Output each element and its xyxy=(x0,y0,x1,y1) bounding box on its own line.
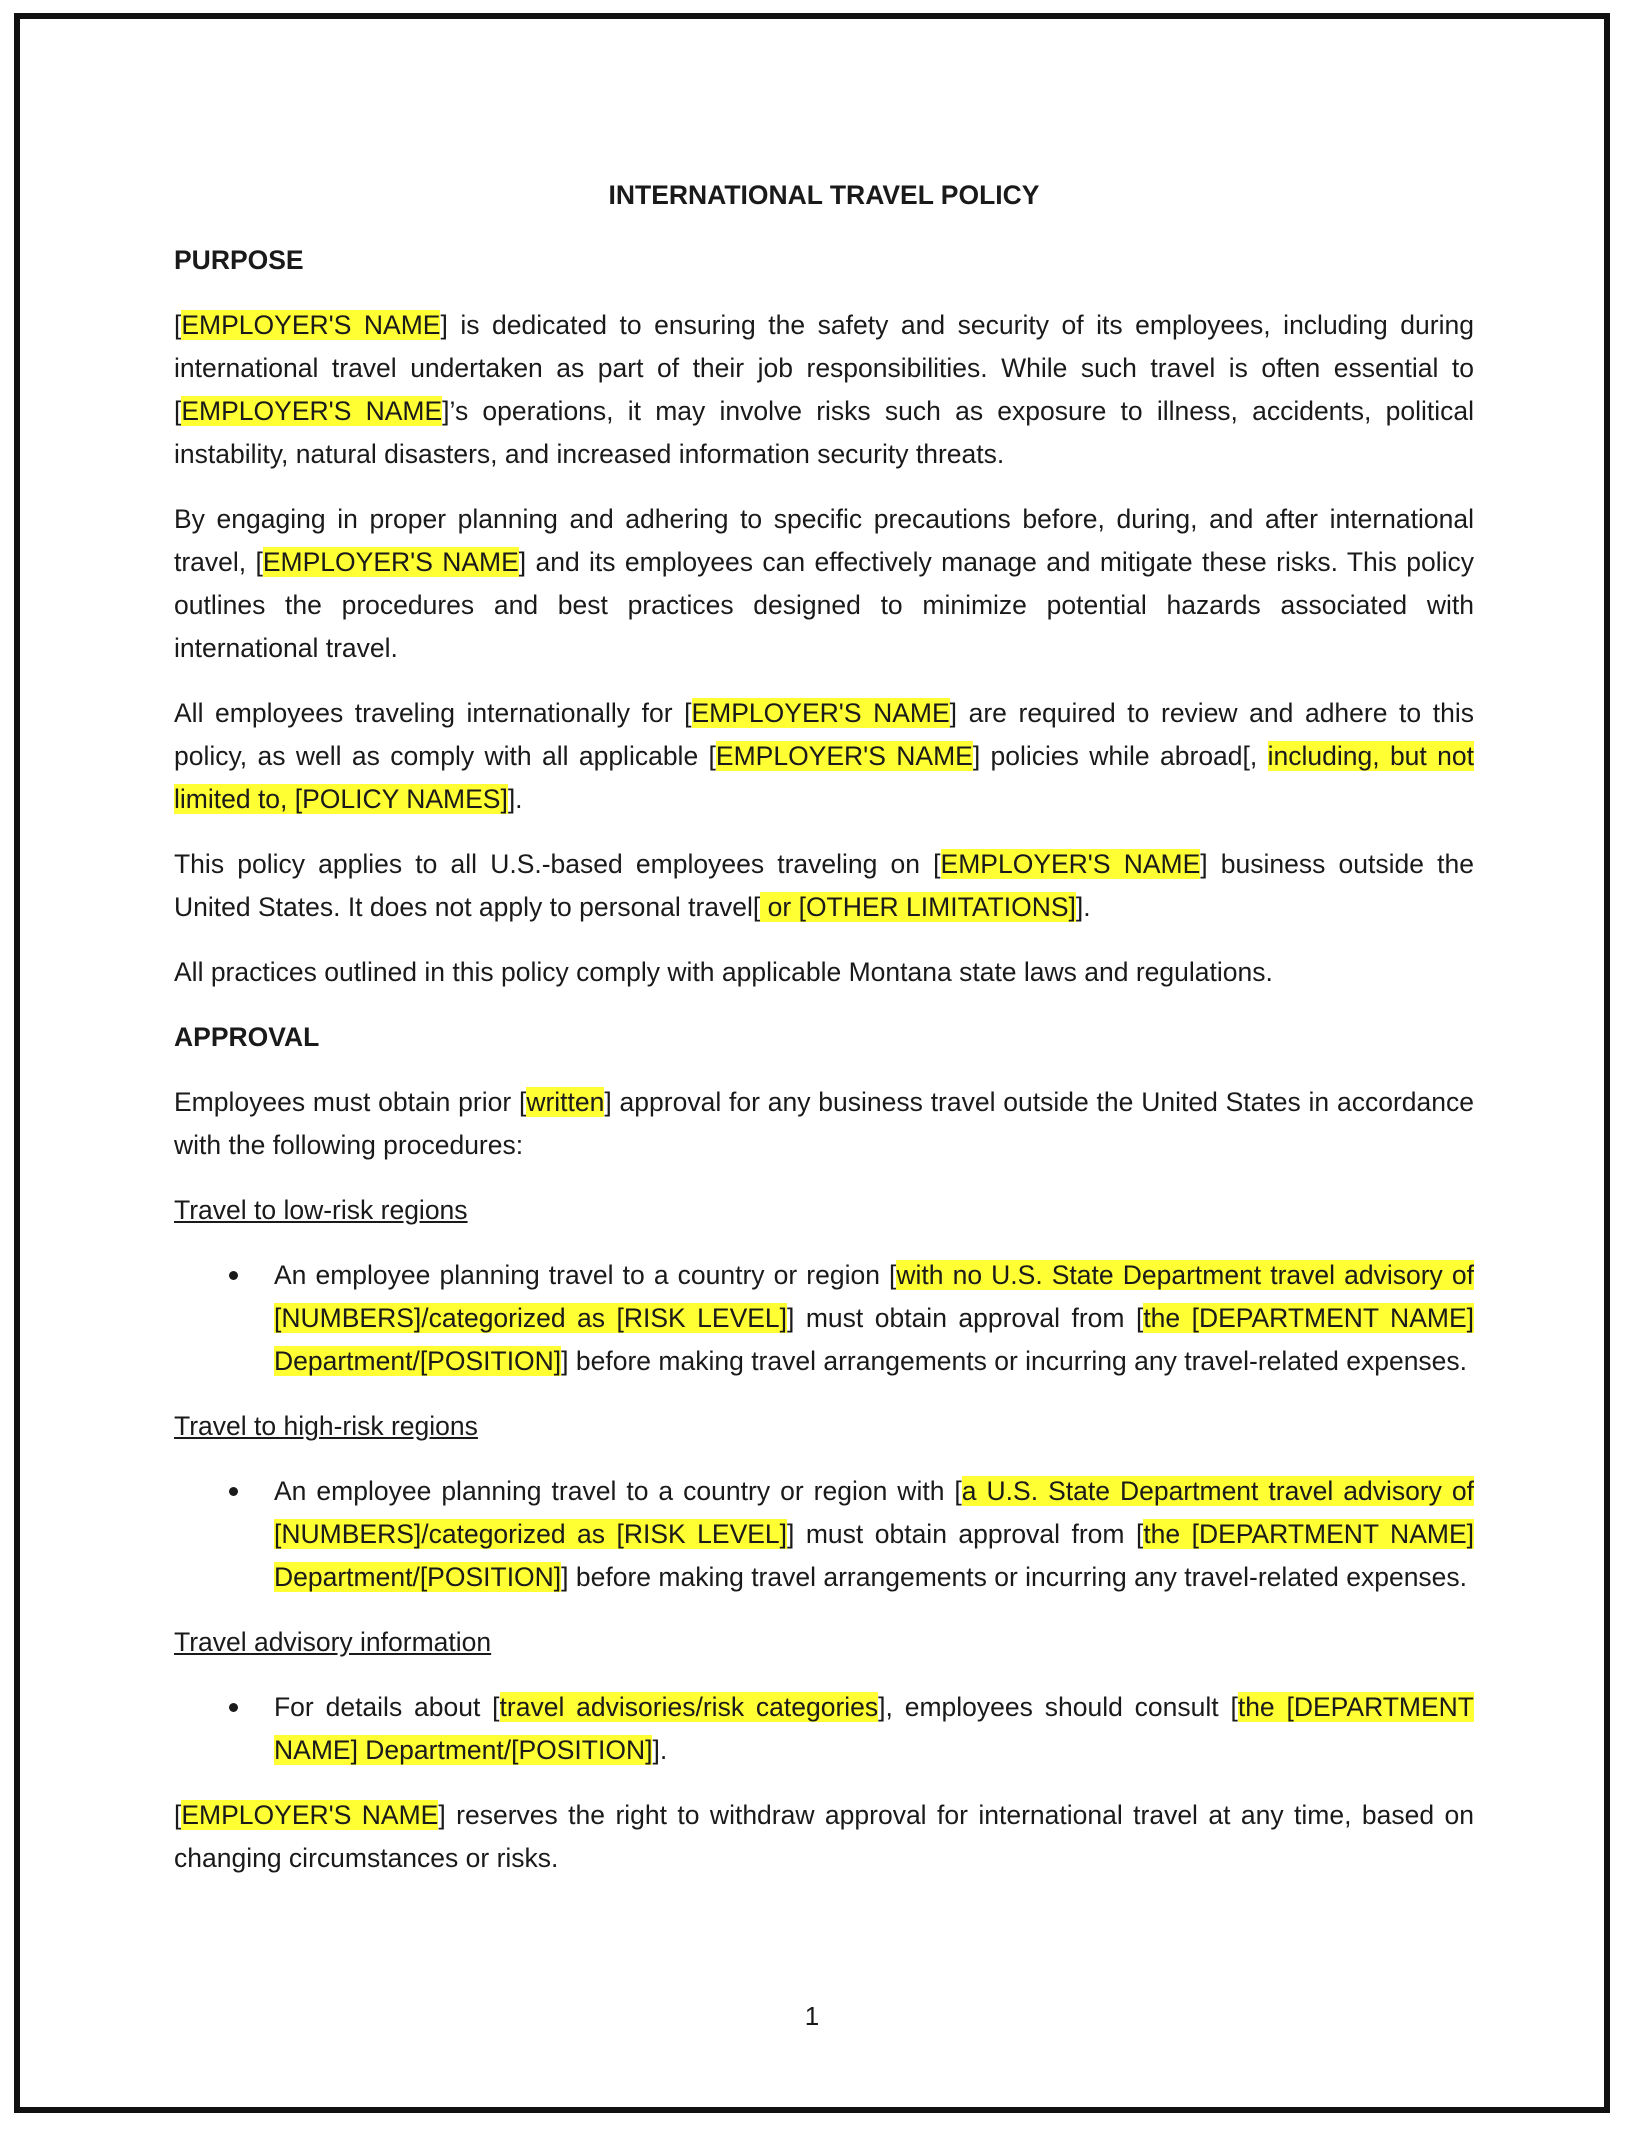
document-page xyxy=(14,13,1610,2113)
placeholder-department-position: the [DEPARTMENT NAME] Department/[POSITION] xyxy=(274,1692,1474,1765)
bullet-dot-icon xyxy=(229,1703,238,1712)
text-run: This policy applies to all U.S.-based employees traveling on [ xyxy=(174,849,941,879)
placeholder-employer-name: EMPLOYER'S NAME xyxy=(715,741,973,771)
text-run: [ xyxy=(174,1800,182,1830)
purpose-paragraph-1 xyxy=(174,304,1474,476)
text-run: ] are required to review and adhere to this policy, as well as comply with all applicable [ xyxy=(174,698,1474,771)
text-run: ] and its employees can effectively manage and mitigate these risks. This policy outlines the procedures and best practices designed to minimize potential hazards associated with international travel. xyxy=(174,547,1474,663)
text-run: All employees traveling internationally for [ xyxy=(174,698,692,728)
placeholder-department-position: the [DEPARTMENT NAME] Department/[POSITION] xyxy=(274,1303,1474,1376)
approval-paragraph-final xyxy=(174,1794,1474,1880)
text-run: ] business outside the United States. It does not apply to personal travel[ xyxy=(174,849,1474,922)
placeholder-employer-name: EMPLOYER'S NAME xyxy=(181,310,441,340)
text-run: ]. xyxy=(507,784,523,814)
placeholder-written: written xyxy=(526,1087,605,1117)
subheading-low-risk: Travel to low-risk regions xyxy=(174,1195,468,1225)
placeholder-policy-names: including, but not limited to, [POLICY NAMES] xyxy=(174,741,1474,814)
placeholder-risk-level: with no U.S. State Department travel advisory of [NUMBERS]/categorized as [RISK LEVEL] xyxy=(274,1260,1474,1333)
text-run: ] must obtain approval from [ xyxy=(787,1303,1144,1333)
purpose-paragraph-5: All practices outlined in this policy comply with applicable Montana state laws and regulations. xyxy=(174,957,1273,987)
text-run: ] is dedicated to ensuring the safety and security of its employees, including during international travel undertaken as part of their job responsibilities. While such travel is often essential to [ xyxy=(174,310,1474,426)
purpose-paragraph-4 xyxy=(174,843,1474,929)
placeholder-risk-level: a U.S. State Department travel advisory of [NUMBERS]/categorized as [RISK LEVEL] xyxy=(274,1476,1474,1549)
section-heading-purpose: PURPOSE xyxy=(174,245,304,275)
approval-paragraph-1 xyxy=(174,1081,1474,1167)
document-title: INTERNATIONAL TRAVEL POLICY xyxy=(608,180,1040,210)
placeholder-employer-name: EMPLOYER'S NAME xyxy=(181,396,443,426)
section-heading-approval: APPROVAL xyxy=(174,1022,320,1052)
text-run: ] before making travel arrangements or incurring any travel-related expenses. xyxy=(561,1562,1468,1592)
placeholder-advisories: travel advisories/risk categories xyxy=(499,1692,879,1722)
text-run: ]’s operations, it may involve risks such as exposure to illness, accidents, political instability, natural disasters, and increased information security threats. xyxy=(174,396,1474,469)
placeholder-employer-name: EMPLOYER'S NAME xyxy=(691,698,950,728)
bullet-advisory xyxy=(174,1686,1474,1772)
text-run: ], employees should consult [ xyxy=(878,1692,1238,1722)
bullet-low-risk xyxy=(174,1254,1474,1383)
text-run: ]. xyxy=(1075,892,1091,922)
bullet-high-risk xyxy=(174,1470,1474,1599)
text-run: ] policies while abroad[, xyxy=(972,741,1268,771)
subheading-advisory: Travel advisory information xyxy=(174,1627,492,1657)
bullet-dot-icon xyxy=(229,1487,238,1496)
text-run: For details about [ xyxy=(274,1692,500,1722)
document-body xyxy=(174,174,1474,1902)
page-number: 1 xyxy=(804,2001,820,2031)
text-run: An employee planning travel to a country or region [ xyxy=(274,1260,897,1290)
placeholder-employer-name: EMPLOYER'S NAME xyxy=(940,849,1201,879)
text-run: ]. xyxy=(652,1735,668,1765)
text-run: ] before making travel arrangements or incurring any travel-related expenses. xyxy=(561,1346,1468,1376)
placeholder-other-limitations: or [OTHER LIMITATIONS] xyxy=(760,892,1076,922)
bullet-dot-icon xyxy=(229,1271,238,1280)
text-run: An employee planning travel to a country or region with [ xyxy=(274,1476,962,1506)
text-run: Employees must obtain prior [ xyxy=(174,1087,527,1117)
text-run: ] reserves the right to withdraw approval for international travel at any time, based on changing circumstances or risks. xyxy=(174,1800,1474,1873)
text-run: ] approval for any business travel outside the United States in accordance with the following procedures: xyxy=(174,1087,1474,1160)
placeholder-department-position: the [DEPARTMENT NAME] Department/[POSITION] xyxy=(274,1519,1474,1592)
placeholder-employer-name: EMPLOYER'S NAME xyxy=(262,547,519,577)
placeholder-employer-name: EMPLOYER'S NAME xyxy=(181,1800,439,1830)
purpose-paragraph-3 xyxy=(174,692,1474,821)
text-run: [ xyxy=(174,310,182,340)
text-run: By engaging in proper planning and adhering to specific precautions before, during, and after international travel, [ xyxy=(174,504,1474,577)
purpose-paragraph-2 xyxy=(174,498,1474,670)
text-run: ] must obtain approval from [ xyxy=(787,1519,1144,1549)
subheading-high-risk: Travel to high-risk regions xyxy=(174,1411,478,1441)
